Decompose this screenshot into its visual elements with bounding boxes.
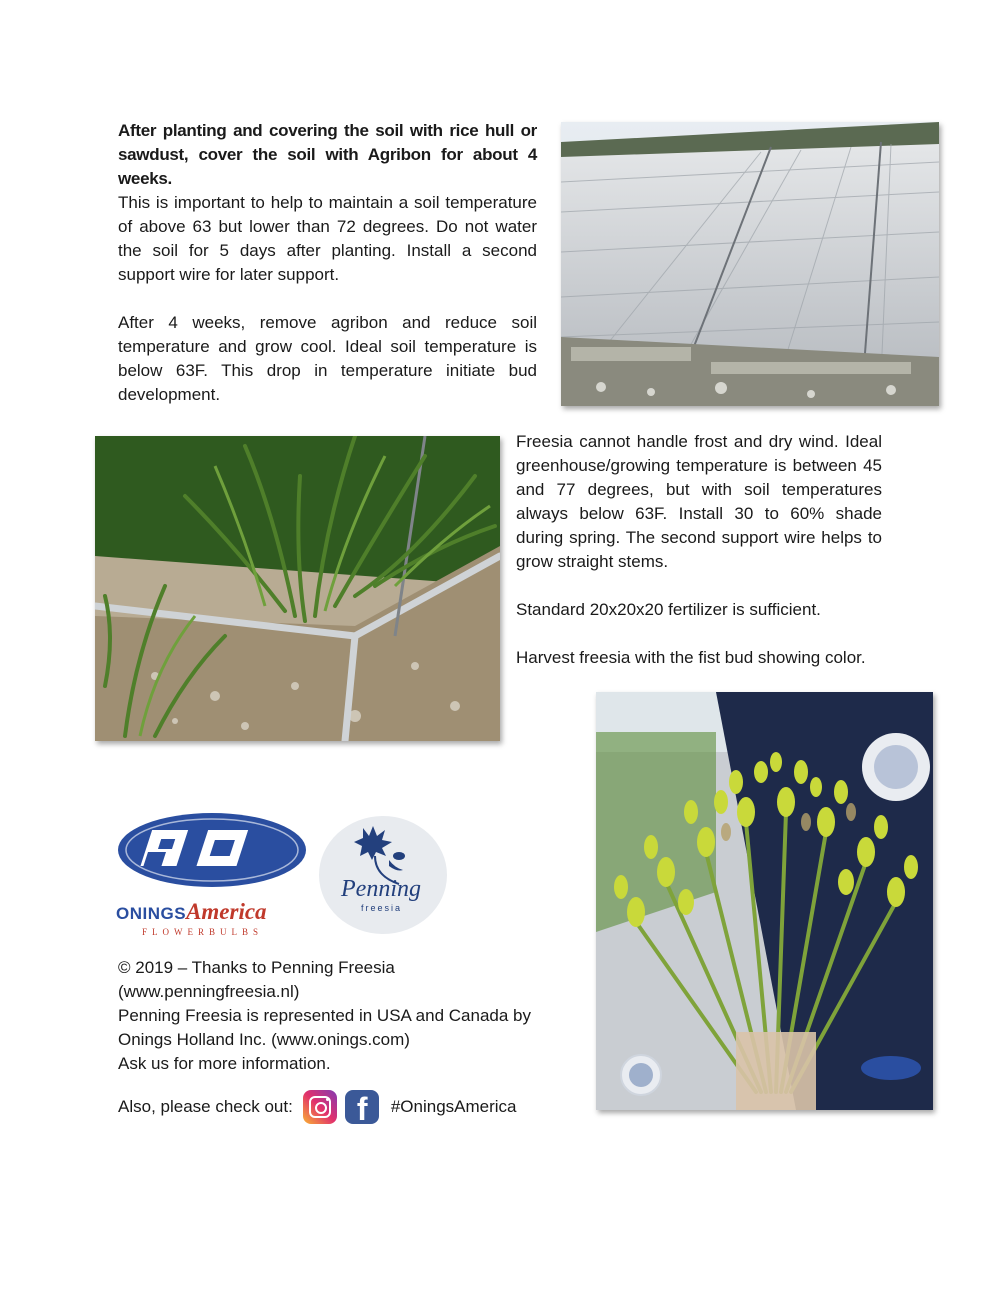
greenhouse-agribon-photo bbox=[561, 122, 939, 406]
freesia-flower-icon bbox=[319, 816, 447, 934]
instagram-icon[interactable] bbox=[303, 1090, 337, 1124]
onings-word: ONINGS bbox=[116, 904, 187, 923]
section1-paragraph-2: After 4 weeks, remove agribon and reduce soil temperature and grow cool. Ideal soil temperature is below 63F. This drop in temperature initiate bud development. bbox=[118, 313, 537, 404]
penning-logo-circle bbox=[319, 816, 447, 934]
footer bbox=[118, 956, 558, 1127]
section2-text bbox=[516, 430, 882, 670]
penning-word: Penning bbox=[341, 876, 421, 902]
freesia-word: freesia bbox=[361, 903, 403, 913]
onings-america-logo bbox=[116, 812, 318, 937]
section2-paragraph-2: Standard 20x20x20 fertilizer is sufficient. bbox=[516, 600, 821, 619]
america-word: America bbox=[186, 899, 267, 924]
section2-paragraph-1: Freesia cannot handle frost and dry wind. Ideal greenhouse/growing temperature is between 45 and 77 degrees, but with soil temperatures always below 63F. Install 30 to 60% shade during spring. The second support wire helps to grow straight stems. bbox=[516, 432, 882, 571]
flowerbulbs-word: FLOWERBULBS bbox=[142, 927, 264, 937]
onings-url[interactable]: Onings Holland Inc. (www.onings.com) bbox=[118, 1030, 410, 1049]
facebook-icon[interactable]: f bbox=[345, 1090, 379, 1124]
section1-bold-intro: After planting and covering the soil with rice hull or sawdust, cover the soil with Agribon for about 4 weeks. bbox=[118, 121, 537, 188]
section1-text bbox=[118, 119, 537, 407]
more-info-line: Ask us for more information. bbox=[118, 1054, 331, 1073]
hashtag[interactable]: #OningsAmerica bbox=[390, 1097, 517, 1116]
section2-paragraph-3: Harvest freesia with the fist bud showing color. bbox=[516, 648, 866, 667]
onings-wordmark bbox=[116, 899, 318, 925]
representation-line: Penning Freesia is represented in USA and Canada by bbox=[118, 1006, 531, 1025]
freesia-seedlings-photo bbox=[95, 436, 500, 741]
social-row bbox=[118, 1090, 558, 1127]
penning-url[interactable]: (www.penningfreesia.nl) bbox=[118, 982, 300, 1001]
onings-pd-emblem bbox=[116, 812, 318, 892]
section1-paragraph: This is important to help to maintain a soil temperature of above 63 but lower than 72 degrees. Do not water the soil for 5 days after planting. Install a second support wire for later support. bbox=[118, 193, 537, 284]
freesia-bouquet-photo bbox=[596, 692, 933, 1110]
copyright-line: © 2019 – Thanks to Penning Freesia bbox=[118, 958, 395, 977]
penning-freesia-logo bbox=[319, 816, 447, 934]
check-out-label: Also, please check out: bbox=[118, 1097, 293, 1116]
